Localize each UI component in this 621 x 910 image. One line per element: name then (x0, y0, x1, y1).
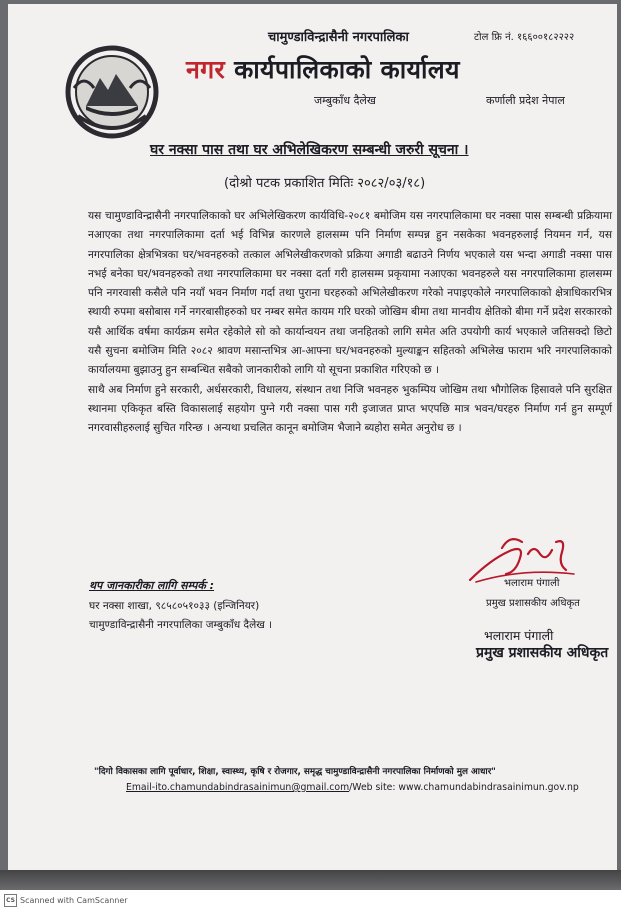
contact-line-phone: घर नक्सा शाखा, ९८५८०५१०३३ (इन्जिनियर) (89, 600, 260, 612)
signatory-title-stamp: प्रमुख प्रशासकीय अधिकृत (486, 598, 580, 609)
notice-paragraph: यस चामुण्डाविन्द्रासैनी नगरपालिकाको घर अभिलेखिकरण कार्यविधि-२०८१ बमोजिम यस नगरपालिकामा घर नक्सा पास सम्बन्धी प्रक्रियामा नआएका तथा नगरपालिकामा दर्ता भई विभिन्न कारणले हालसम्म पनि निर्माण सम्पन्न हुन नसकेका भवनहरुलाई नियमन गर्न, यस नगरपालिका क्षेत्रभित्रका घर/भवनहरुको तत्काल अभिलेखीकरणको प्रक्रिया अगाडी बढाउने निर्णय भएकाले यस भन्दा अगाडी नक्सा पास नभई बनेका घर/भवनहरुको तथा नगरपालिकामा घर नक्सा दर्ता गरी हालसम्म प्रकृयामा नआएका भवनहरुले यस नगरपालिकामा हालसम्म पनि नगरवासी कसैले पनि नयाँ भवन निर्माण गर्दा तथा पुराना घरहरुको अभिलेखीकरण गरेको नपाइएकोले नगरपालिकाको क्षेत्राधिकारभित्र स्थायी रुपमा बसोबास गर्ने नगरबासीहरुको घर नम्बर समेत कायम गरि घरको जोखिम बीमा तथा मानवीय क्षेतिको बीमा गर्ने प्रदेश सरकारको यसै आर्थिक वर्षमा कार्यक्रम समेत रहेकोले सो को कार्यान्वयन तथा जनहितको लागि समेत अति उपयोगी कार्य भएकाले जतिसक्दो छिटो यसै सुचना बमोजिम मिति २०८२ श्रावण मसान्तभित्र आ-आफ्ना घर/भवनहरुको मुल्याङ्कन सहितको अभिलेख फाराम भरि नगरपालिकाको कार्यालयमा बुझाउनु हुन सम्बन्धित सबैको जानकारीको लागि यो सूचना प्रकाशित गरिएको छ । (88, 210, 612, 377)
scanner-watermark (4, 894, 128, 907)
footer-website[interactable]: /Web site: www.chamundabindrasainimun.gov.np (349, 782, 579, 793)
footer-email[interactable]: Email-ito.chamundabindrasainimun@gmail.com (126, 782, 350, 793)
footer-slogan: "दिगो विकासका लागि पूर्वाधार, शिक्षा, स्वास्थ्य, कृषि र रोजगार, समृद्ध चामुण्डाविन्द्रासैनी नगरपालिका निर्माणको मुल आधार" (94, 767, 496, 777)
notice-paragraph: साथै अब निर्माण हुने सरकारी, अर्धसरकारी, विधालय, संस्थान तथा निजि भवनहरु भुकम्पिय जोखिम तथा भौगोलिक हिसावले पनि सुरक्षित स्थानमा एकिकृत बस्ति विकासलाई सहयोग पुग्ने गरी नक्सा पास गरी इजाजत प्राप्त भएपछि मात्र भवन/घरहरु निर्माण गर्न हुन सम्पूर्ण नगरवासीहरुलाई सुचित गरिन्छ । अन्यथा प्रचलित कानून बमोजिम भैजाने ब्यहोरा समेत अनुरोध छ । (88, 383, 612, 435)
office-name-highlight: नगर (186, 55, 226, 84)
contact-line-address: चामुण्डाविन्द्रासैनी नगरपालिका जम्बुकाँध दैलेख । (89, 619, 273, 631)
page-edge (0, 870, 621, 890)
notice-body (88, 207, 612, 439)
camscanner-icon: CS (4, 894, 17, 907)
contact-heading: थप जानकारीका लागि सम्पर्क : (89, 579, 215, 592)
office-name-rest: कार्यपालिकाको कार्यालय (225, 55, 460, 84)
toll-free-number: टोल फ्रि नं. १६६००१८२२२२ (474, 32, 575, 43)
footer-contact (126, 782, 579, 793)
nepal-emblem-icon (64, 44, 160, 140)
scanner-label: Scanned with CamScanner (20, 896, 128, 905)
municipality-name: चामुण्डाविन्द्रासैनी नगरपालिका (268, 30, 409, 45)
signatory-name: भलाराम पंगाली (484, 628, 554, 643)
signatory-name-stamp: भलाराम पंगाली (504, 578, 560, 589)
notice-title: घर नक्सा पास तथा घर अभिलेखिकरण सम्बन्धी जरुरी सूचना । (150, 142, 469, 158)
publish-date: (दोश्रो पटक प्रकाशित मितिः २०८२/०३/१८) (224, 176, 426, 191)
province-label: कर्णाली प्रदेश नेपाल (486, 94, 565, 107)
signatory-title: प्रमुख प्रशासकीय अधिकृत (476, 645, 609, 661)
district-label: जम्बुकाँध दैलेख (314, 94, 376, 107)
office-name (186, 52, 460, 86)
